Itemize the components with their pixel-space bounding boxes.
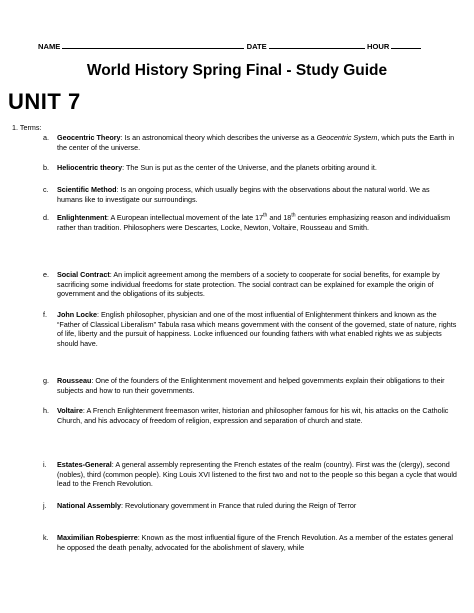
term-scientific-method: [43, 185, 457, 204]
superscript: th: [291, 212, 296, 219]
term-name: Social Contract: [57, 270, 110, 279]
term-national-assembly: [43, 501, 457, 511]
name-label: NAME: [38, 42, 61, 51]
terms-label: 1. Terms:: [12, 123, 42, 132]
term-name: National Assembly: [57, 501, 122, 510]
term-estates-general: [43, 460, 457, 489]
term-name: Rousseau: [57, 376, 92, 385]
term-social-contract: [43, 270, 457, 299]
page-title: World History Spring Final - Study Guide: [86, 62, 388, 79]
term-name: Maximilian Robespierre: [57, 533, 138, 542]
term-definition-end: centuries emphasizing reason and individualism rather than tradition. Philosophers were Descartes, Locke, Newton, Voltaire, Rousseau and Smith.: [57, 213, 451, 232]
hour-field[interactable]: [391, 40, 421, 49]
term-maximilian-robespierre: [43, 533, 457, 552]
term-definition: : One of the founders of the Enlightenment movement and helped governments explain their obligations to their subjects and how to run their governments.: [57, 376, 445, 395]
superscript: th: [263, 212, 268, 219]
term-emphasis: Geocentric System: [316, 133, 378, 142]
unit-heading: UNIT 7: [8, 89, 81, 114]
term-letter: g.: [43, 376, 49, 385]
term-definition: : Revolutionary government in France that ruled during the Reign of Terror: [121, 501, 357, 510]
term-name: Estates-General: [57, 460, 112, 469]
term-letter: h.: [43, 406, 49, 415]
term-john-locke: [43, 310, 457, 348]
term-enlightenment: [43, 212, 457, 232]
term-name: Scientific Method: [57, 185, 117, 194]
term-voltaire: [43, 406, 457, 425]
term-definition: : Is an astronomical theory which describes the universe as a: [120, 133, 317, 142]
term-heliocentric-theory: [43, 163, 457, 173]
term-letter: c.: [43, 185, 49, 194]
term-name: Geocentric Theory: [57, 133, 121, 142]
term-letter: i.: [43, 460, 47, 469]
term-letter: d.: [43, 213, 49, 222]
name-field[interactable]: [62, 40, 244, 49]
term-name: Heliocentric theory: [57, 163, 123, 172]
term-definition-end: , which puts the Earth in the center of the universe.: [57, 133, 455, 152]
term-name: John Locke: [57, 310, 97, 319]
term-geocentric-theory: [43, 133, 457, 152]
term-definition: : Is an ongoing process, which usually begins with the observations about the natural world. We as humans like to investigate our surroundings.: [57, 185, 430, 204]
term-rousseau: [43, 376, 457, 395]
student-info-line: [38, 40, 438, 51]
term-definition: : Known as the most influential figure of the French Revolution. As a member of the estates general he opposed the death penalty, advocated for the abolishment of slavery, while: [57, 533, 453, 552]
date-field[interactable]: [269, 40, 365, 49]
hour-label: HOUR: [366, 42, 390, 51]
date-label: DATE: [246, 42, 267, 51]
term-definition: : A European intellectual movement of the late 17: [106, 213, 264, 222]
term-definition: : A French Enlightenment freemason writer, historian and philosopher famous for his wit, his attacks on the Catholic Church, and his advocacy of freedom of religion, expression and separation of church and state.: [57, 406, 449, 425]
term-definition: : The Sun is put as the center of the Universe, and the planets orbiting around it.: [122, 163, 377, 172]
term-definition-mid: and 18: [267, 213, 292, 222]
term-name: Voltaire: [57, 406, 83, 415]
term-name: Enlightenment: [57, 213, 107, 222]
term-definition: : A general assembly representing the French estates of the realm (country). First was the (clergy), second (nobles), third (common people). King Louis XVI listened to the first two and not to the people so this began a cycle that would lead to the French Revolution.: [57, 460, 457, 489]
term-letter: f.: [43, 310, 47, 319]
term-letter: k.: [43, 533, 49, 542]
term-letter: a.: [43, 133, 49, 142]
term-definition: : An implicit agreement among the members of a society to cooperate for social benefits, for example by sacrificing some individual freedoms for state protection. The social contract can be explained for example the origin of government and the obligations of its subjects.: [57, 270, 440, 299]
term-letter: j.: [43, 501, 47, 510]
term-definition: : English philosopher, physician and one of the most influential of Enlightenment thinkers and known as the “Father of Classical Liberalism” Tabula rasa which means government with the consent of the governed, state of nature, rights of life, liberty and the pursuit of happiness. Locke influenced our founding fathers with what enabled rights we as subjects should have.: [57, 310, 457, 348]
term-letter: b.: [43, 163, 49, 172]
term-letter: e.: [43, 270, 49, 279]
